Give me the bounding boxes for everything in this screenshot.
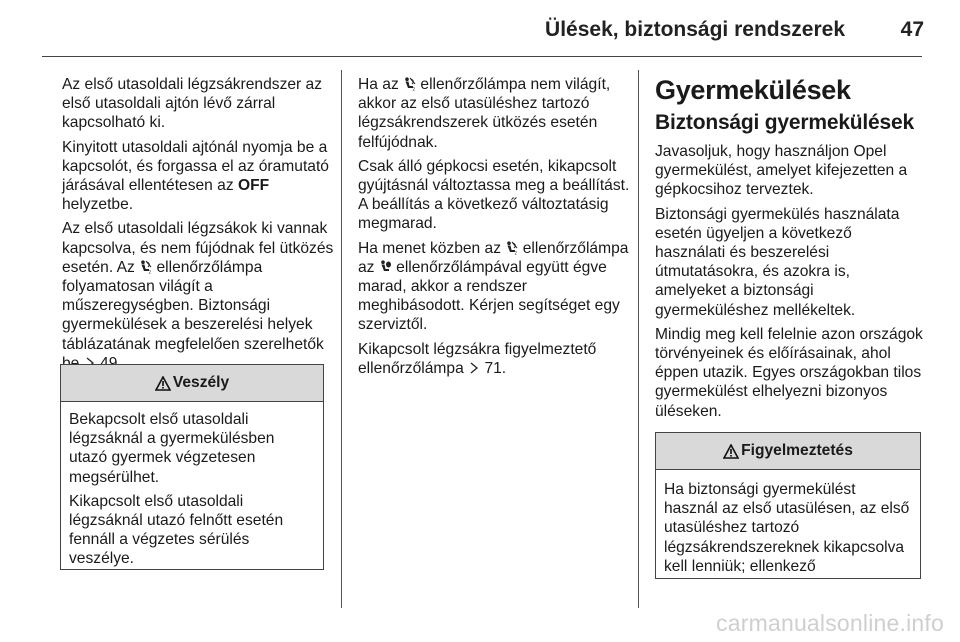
danger-box-title: Veszély: [172, 374, 230, 391]
text-span: Kinyitott utasoldali ajtónál nyomja be a kapcsolót, és forgassa el az óramutató járásával ellentétesen az: [62, 138, 329, 195]
page-header: [0, 0, 960, 56]
svg-text:2: 2: [514, 250, 518, 255]
section-subheading: Biztonsági gyermekülések: [655, 111, 914, 134]
svg-text:2: 2: [148, 269, 152, 274]
airbag-off-icon: [505, 241, 518, 255]
header-divider: [42, 56, 922, 57]
page-reference[interactable]: 71.: [484, 359, 507, 377]
text-span: Kikapcsolt légzsákra figyelmeztető ellenőrzőlámpa: [358, 340, 597, 377]
watermark: carmanualsonline.info: [716, 610, 944, 636]
paragraph: Javasoljuk, hogy használjon Opel gyermekülést, amelyet kifejezetten a gépkocsihoz terveztek.: [655, 143, 908, 199]
paragraph: Csak álló gépkocsi esetén, kikapcsolt gyújtásnál változtassa meg a beállítást. A beállítás a következő változtatásig megmarad.: [358, 157, 630, 233]
warning-triangle-icon: [723, 444, 739, 459]
text-span: helyzetbe.: [62, 196, 134, 214]
column-3: [655, 70, 925, 426]
paragraph: [358, 75, 634, 152]
off-label: OFF: [237, 177, 270, 195]
column-divider-1: [341, 70, 342, 608]
column-2: [358, 75, 634, 383]
warning-triangle-icon: [155, 376, 171, 391]
caution-box-body: [656, 470, 920, 579]
text-span: Ha menet közben az: [358, 239, 506, 257]
paragraph: Biztonsági gyermekülés használata esetén ügyeljen a következő használati és beszerelési útmutatásokra, és azokra is, amelyeket a biztonsági gyermeküléshez mellékeltek.: [655, 205, 900, 319]
text-span: ellenőrzőlámpa folyamatosan világít a műszeregységben. Biztonsági gyermekülések a beszerelési helyek táblázatának megfelelően szerelhetők: [62, 258, 324, 353]
section-heading: Gyermekülések: [655, 75, 851, 105]
paragraph: [358, 239, 634, 335]
caution-box-header: [656, 433, 920, 470]
caution-box: [655, 432, 921, 579]
text-span: ellenőrzőlámpa nem világít, akkor az első utasüléshez tartozó légzsákrendszerek ütközés esetén felfújódnak.: [358, 76, 611, 151]
paragraph: [62, 138, 338, 215]
text-span: ellenőrzőlámpa az: [358, 239, 629, 276]
airbag-off-icon: [403, 77, 416, 91]
page-title: Ülések, biztonsági rendszerek: [545, 18, 845, 41]
airbag-on-icon: [379, 260, 392, 274]
paragraph: Bekapcsolt első utasoldali légzsáknál a gyermekülésben utazó gyermek végzetesen megsérülhet.: [69, 411, 275, 486]
danger-box-body: [61, 402, 323, 580]
text-span: Ha az: [358, 76, 404, 93]
danger-box-header: [61, 365, 323, 402]
paragraph: Mindig meg kell felelnie azon országok törvényeinek és előírásainak, ahol éppen utazik. Egyes országokban tilos gyermekülést elhelyezni bizonyos üléseken.: [655, 325, 923, 420]
caution-box-title: Figyelmeztetés: [741, 442, 853, 459]
page-number: 47: [900, 18, 924, 41]
svg-text:2: 2: [412, 86, 416, 91]
column-divider-2: [638, 70, 639, 608]
column-1: [62, 75, 338, 378]
page-reference-icon: [469, 362, 479, 374]
paragraph: Az első utasoldali légzsákrendszer az első utasoldali ajtón lévő zárral kapcsolható ki.: [62, 76, 323, 132]
text-span: Az első utasoldali légzsákok ki vannak kapcsolva, és nem fújódnak fel ütközés esetén. Az: [62, 220, 334, 276]
text-span: ellenőrzőlámpával együtt égve marad, akkor a rendszer meghibásodott. Kérjen segítséget egy szerviztől.: [358, 258, 620, 334]
paragraph: [358, 340, 634, 378]
airbag-off-icon: [139, 260, 152, 274]
danger-box: [60, 364, 324, 570]
paragraph: [62, 219, 338, 373]
paragraph: Ha biztonsági gyermekülést használ az első utasülésen, az első utasüléshez tartozó légzsákrendszereknek kikapcsolva kell lenniük; ellenkező: [664, 481, 910, 575]
paragraph: Kikapcsolt első utasoldali légzsáknál utazó felnőtt esetén fennáll a végzetes sérülés veszélye.: [69, 492, 284, 568]
